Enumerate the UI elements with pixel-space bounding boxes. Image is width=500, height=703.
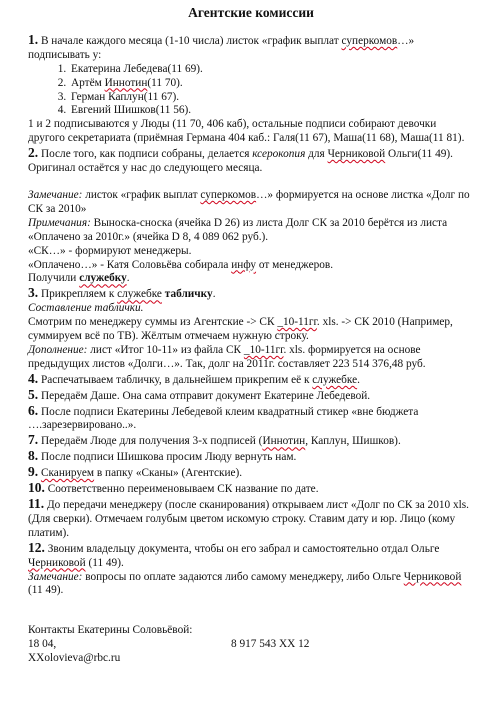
spellcheck-word: Черниковой: [403, 570, 462, 583]
notes-line: Получили служебку.: [28, 272, 130, 285]
contacts-row: [28, 638, 474, 652]
spellcheck-word: служебке: [312, 373, 358, 386]
step-3-body: Смотрим по менеджеру суммы из Агентские -> СК _10-11гг. xls. -> СК 2010 (Например, суммируем всё по ТВ). Жёлтым отмечаем нужную строку.: [28, 316, 453, 343]
spellcheck-word: суперкомов: [200, 188, 257, 201]
step-1-note: 1 и 2 подписываются у Люды (11 70, 406 каб), остальные подписи собирают девочки другого секретариата (приёмная Германа 404 каб.: Галя(11 67), Маша(11 68), Маша(11 81).: [28, 118, 465, 145]
step-3: 3. Прикрепляем к служебке табличку.: [28, 285, 216, 301]
step-8: 8. После подписи Шишкова просим Люду вернуть нам.: [28, 448, 297, 464]
list-item: 4. Евгений Шишков(11 56).: [69, 104, 474, 118]
spellcheck-word: служебку: [79, 272, 127, 285]
remark-2: Замечание: вопросы по оплате задаются либо самому менеджеру, либо Ольге Черниковой (11 49).: [28, 570, 462, 597]
document-page: [28, 6, 474, 666]
step-3-subheading: Составление таблички.: [28, 302, 144, 315]
spellcheck-word: _10-11гг: [277, 316, 317, 329]
spellcheck-word: Сканируем: [40, 467, 95, 480]
step-7: 7. Передаём Люде для получения 3-х подписей (Иннотин, Каплун, Шишков).: [28, 432, 401, 448]
spellcheck-word: Иннотин: [104, 76, 148, 89]
spellcheck-word: Черниковой: [327, 148, 386, 161]
step-2: 2. После того, как подписи собраны, делается ксерокопия для Черниковой Ольги(11 49). Оригинал остаётся у нас до следующего месяца.: [28, 145, 454, 175]
notes-line: «СК…» - формируют менеджеры.: [28, 244, 192, 257]
contacts-heading: Контакты Екатерины Соловьёвой:: [28, 624, 193, 637]
document-title: Агентские комиссии: [188, 5, 314, 20]
step-1: 1. В начале каждого месяца (1-10 числа) листок «график выплат суперкомов…» подписывать у:: [28, 31, 415, 61]
list-item: 1. Екатерина Лебедева(11 69).: [69, 63, 474, 77]
list-item: 2. Артём Иннотин(11 70).: [69, 77, 474, 91]
spellcheck-word: Иннотин: [262, 435, 306, 448]
list-item: 3. Герман Каплун(11 67).: [69, 91, 474, 105]
signers-list: [28, 63, 474, 119]
notes-line: «Оплачено…» - Катя Соловьёва собирала инфу от менеджеров.: [28, 258, 334, 271]
spellcheck-word: _10-11гг: [243, 343, 284, 356]
step-10: 10. Соответственно переименовываем СК название по дате.: [28, 480, 319, 496]
step-6: 6. После подписи Екатерины Лебедевой клеим квадратный стикер «вне бюджета ….зарезервировано..».: [28, 402, 419, 432]
spellcheck-word: инфу: [231, 258, 257, 271]
remark-1: Замечание: листок «график выплат суперкомов…» формируется на основе листка «Долг по СК за 2010»: [28, 188, 470, 215]
step-12: 12. Звоним владельцу документа, чтобы он его забрал и самостоятельно отдал Ольге Черниковой (11 49).: [28, 539, 440, 569]
spellcheck-word: служебке: [117, 288, 162, 301]
contacts-room: 18 04,: [28, 638, 57, 651]
step-11: 11. До передачи менеджеру (после сканирования) открываем лист «Долг по СК за 2010 xls. (Для сверки). Отмечаем голубым цветом искомую строку. Ставим дату и юр. Лицо (кому платим).: [28, 496, 469, 539]
contacts-email: XXolovieva@rbc.ru: [28, 652, 121, 665]
notes: Примечания: Выноска-сноска (ячейка D 26) из листа Долг СК за 2010 берётся из листа «Оплачено за 2010г.» (ячейка D 8, 4 089 062 руб.).: [28, 216, 448, 243]
step-5: 5. Передаём Даше. Она сама отправит документ Екатерине Лебедевой.: [28, 386, 371, 402]
contacts-phone: 8 917 543 XX 12: [231, 638, 310, 651]
step-4: 4. Распечатываем табличку, в дальнейшем прикрепим её к служебке.: [28, 370, 360, 386]
spellcheck-word: суперкомов: [341, 34, 398, 47]
step-3-addition: Дополнение: лист «Итог 10-11» из файла СК _10-11гг. xls. формируется на основе предыдущих листов «Долги…». Так, долг на 2011г. составляет 223 514 376,48 руб.: [28, 343, 426, 370]
step-9: 9. Сканируем в папку «Сканы» (Агентские).: [28, 464, 243, 480]
spellcheck-word: Черниковой: [28, 556, 86, 569]
